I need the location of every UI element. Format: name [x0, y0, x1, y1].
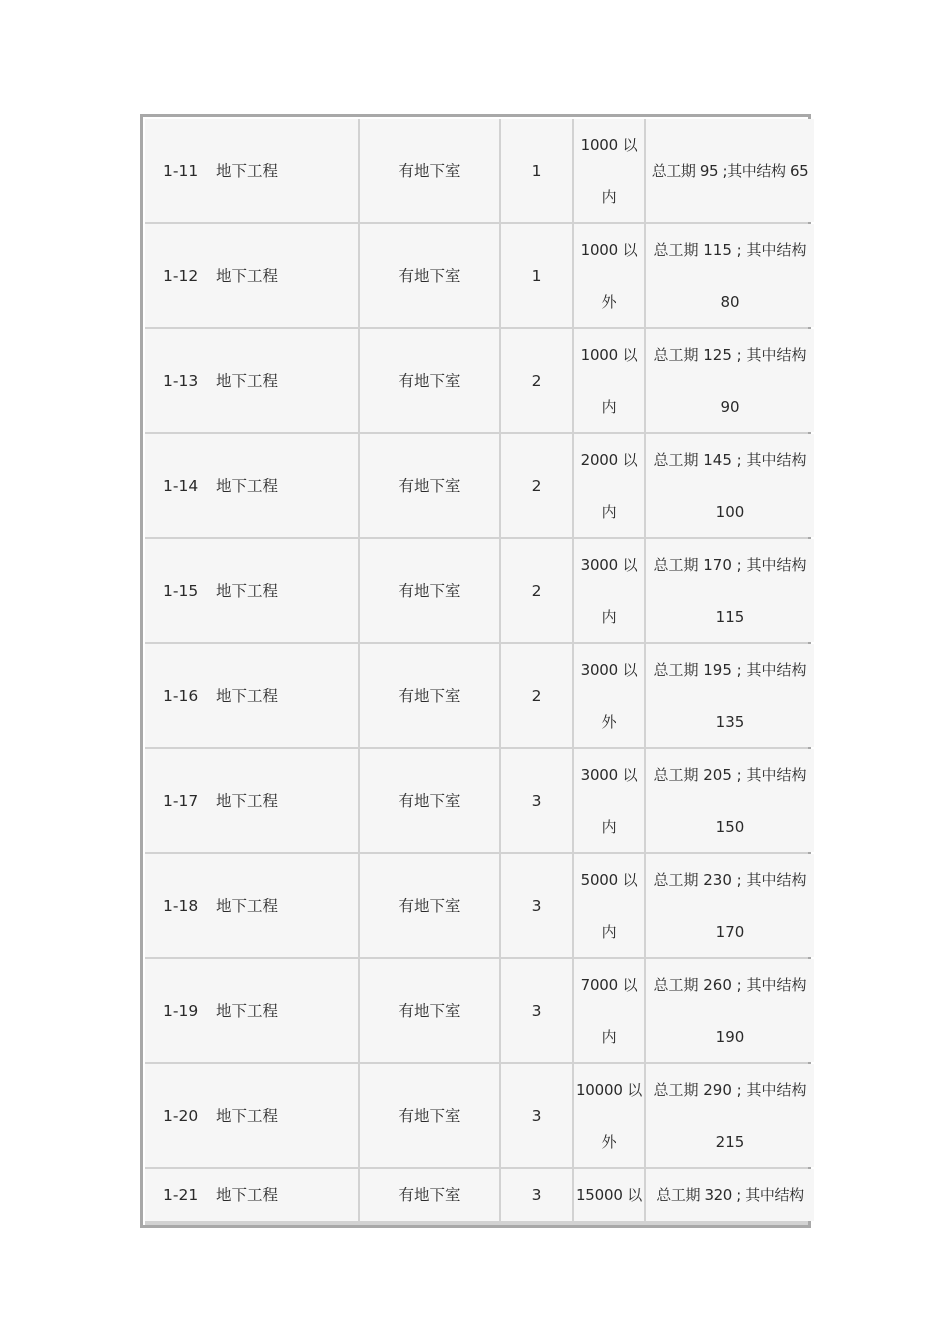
row-code: 1-15: [163, 581, 199, 600]
area-text-line: 1000 以: [580, 240, 638, 259]
table-cell-period: [646, 224, 814, 327]
row-category: 地下工程: [216, 581, 279, 600]
table-cell-area: [574, 749, 644, 852]
table-cell-area: [574, 434, 644, 537]
table-cell-basement: 有地下室: [360, 539, 499, 642]
row-code: 1-19: [163, 1001, 199, 1020]
area-text-line: 1000 以: [580, 345, 638, 364]
area-text-line: 内: [601, 187, 617, 206]
period-text-line: 总工期 145 ; 其中结构: [653, 450, 807, 469]
period-text-line: 190: [715, 1027, 745, 1046]
table-cell-period: [646, 959, 814, 1062]
period-text-line: 总工期 205 ; 其中结构: [653, 765, 807, 784]
row-code: 1-11: [163, 161, 199, 180]
period-text-line: 215: [715, 1132, 745, 1151]
row-category: 地下工程: [216, 896, 279, 915]
area-text-line: 3000 以: [580, 765, 638, 784]
row-code: 1-21: [163, 1186, 199, 1204]
table-cell-area: [574, 959, 644, 1062]
area-text-line: 15000 以: [575, 1186, 643, 1204]
table-cell-floors: 3: [501, 1064, 572, 1167]
period-text-line: 90: [720, 397, 740, 416]
table-cell-area: [574, 539, 644, 642]
area-text-line: 2000 以: [580, 450, 638, 469]
row-category: 地下工程: [216, 371, 279, 390]
row-code: 1-14: [163, 476, 199, 495]
table-cell-period: [646, 329, 814, 432]
table-cell-code: [145, 224, 358, 327]
table-cell-floors: 2: [501, 434, 572, 537]
period-text-line: 总工期 125 ; 其中结构: [653, 345, 807, 364]
table-cell-floors: 1: [501, 224, 572, 327]
table-cell-area: [574, 119, 644, 222]
table-cell-area: [574, 644, 644, 747]
period-text-line: 总工期 115 ; 其中结构: [653, 240, 807, 259]
table-cell-period: [646, 644, 814, 747]
table-cell-area: [574, 1064, 644, 1167]
period-text-line: 135: [715, 712, 745, 731]
period-text-line: 总工期 230 ; 其中结构: [653, 870, 807, 889]
table-cell-basement: 有地下室: [360, 434, 499, 537]
row-category: 地下工程: [216, 161, 279, 180]
table-cell-basement: 有地下室: [360, 959, 499, 1062]
table-cell-basement: 有地下室: [360, 119, 499, 222]
table-cell-period: [646, 434, 814, 537]
area-text-line: 内: [601, 1027, 617, 1046]
period-text-line: 115: [715, 607, 745, 626]
period-text-line: 总工期 290 ; 其中结构: [653, 1080, 807, 1099]
area-text-line: 内: [601, 397, 617, 416]
area-text-line: 内: [601, 502, 617, 521]
row-code: 1-12: [163, 266, 199, 285]
table-cell-period: [646, 539, 814, 642]
table-cell-basement: 有地下室: [360, 749, 499, 852]
area-text-line: 内: [601, 922, 617, 941]
table-cell-code: [145, 644, 358, 747]
area-text-line: 外: [601, 712, 617, 731]
table-cell-area: [574, 329, 644, 432]
row-category: 地下工程: [216, 791, 279, 810]
row-category: 地下工程: [216, 266, 279, 285]
table-cell-period: [646, 119, 814, 222]
table-cell-floors: 3: [501, 854, 572, 957]
row-category: 地下工程: [216, 1001, 279, 1020]
row-category: 地下工程: [216, 1106, 279, 1125]
table-cell-basement: 有地下室: [360, 1169, 499, 1221]
row-code: 1-18: [163, 896, 199, 915]
area-text-line: 1000 以: [580, 135, 638, 154]
period-text-line: 总工期 195 ; 其中结构: [653, 660, 807, 679]
period-text-line: 80: [720, 292, 740, 311]
table-cell-basement: 有地下室: [360, 329, 499, 432]
period-text-line: 总工期 95 ;其中结构 65: [651, 161, 809, 180]
row-code: 1-13: [163, 371, 199, 390]
table-cell-basement: 有地下室: [360, 1064, 499, 1167]
period-text-line: 总工期 260 ; 其中结构: [653, 975, 807, 994]
area-text-line: 外: [601, 1132, 617, 1151]
area-text-line: 5000 以: [580, 870, 638, 889]
area-text-line: 3000 以: [580, 555, 638, 574]
table-cell-code: [145, 854, 358, 957]
table-cell-code: [145, 1064, 358, 1167]
table-cell-floors: 2: [501, 644, 572, 747]
row-category: 地下工程: [216, 686, 279, 705]
period-text-line: 170: [715, 922, 745, 941]
table-cell-floors: 3: [501, 749, 572, 852]
table-cell-basement: 有地下室: [360, 854, 499, 957]
area-text-line: 10000 以: [575, 1080, 643, 1099]
area-text-line: 内: [601, 817, 617, 836]
period-text-line: 总工期 320 ; 其中结构: [656, 1186, 804, 1204]
table-cell-code: [145, 329, 358, 432]
period-text-line: 150: [715, 817, 745, 836]
table-cell-code: [145, 119, 358, 222]
table-cell-basement: 有地下室: [360, 644, 499, 747]
schedule-table: [140, 114, 811, 1228]
table-cell-area: [574, 224, 644, 327]
area-text-line: 3000 以: [580, 660, 638, 679]
table-cell-code: [145, 1169, 358, 1221]
table-cell-period: [646, 854, 814, 957]
area-text-line: 外: [601, 292, 617, 311]
period-text-line: 100: [715, 502, 745, 521]
row-category: 地下工程: [216, 1186, 279, 1204]
table-cell-code: [145, 749, 358, 852]
table-cell-basement: 有地下室: [360, 224, 499, 327]
table-cell-floors: 2: [501, 329, 572, 432]
table-cell-area: [574, 854, 644, 957]
row-category: 地下工程: [216, 476, 279, 495]
area-text-line: 7000 以: [580, 975, 638, 994]
table-cell-floors: 1: [501, 119, 572, 222]
table-cell-floors: 3: [501, 1169, 572, 1221]
table-cell-period: [646, 749, 814, 852]
table-cell-area: [574, 1169, 644, 1221]
table-cell-period: [646, 1064, 814, 1167]
table-cell-floors: 2: [501, 539, 572, 642]
table-cell-code: [145, 539, 358, 642]
area-text-line: 内: [601, 607, 617, 626]
table-cell-code: [145, 959, 358, 1062]
row-code: 1-17: [163, 791, 199, 810]
schedule-grid: [145, 119, 808, 1225]
table-cell-floors: 3: [501, 959, 572, 1062]
row-code: 1-20: [163, 1106, 199, 1125]
table-cell-period: [646, 1169, 814, 1221]
table-cell-code: [145, 434, 358, 537]
row-code: 1-16: [163, 686, 199, 705]
period-text-line: 总工期 170 ; 其中结构: [653, 555, 807, 574]
